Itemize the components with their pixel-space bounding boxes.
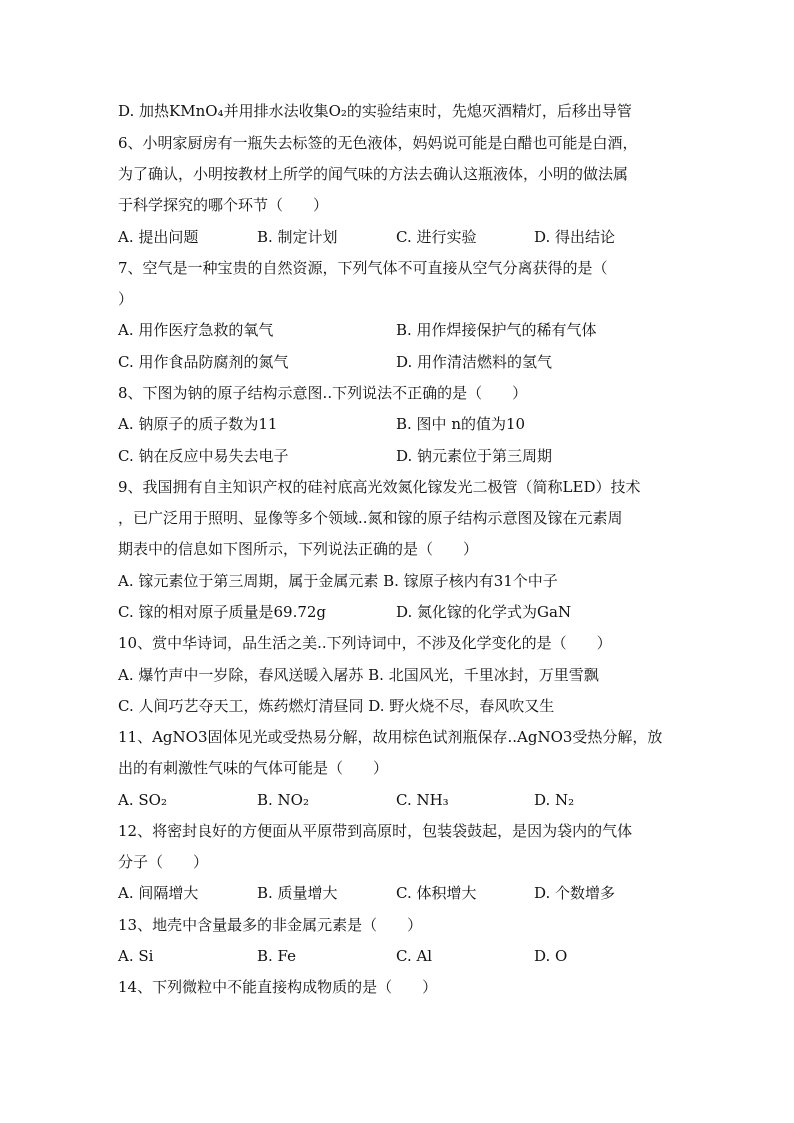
question-7-option-a: A. 用作医疗急救的氧气	[118, 321, 274, 339]
question-12-option-c: C. 体积增大	[396, 884, 477, 902]
question-6-stem-line-2: 为了确认，小明按教材上所学的闻气味的方法去确认这瓶液体，小明的做法属	[118, 165, 629, 183]
question-9-options-row-1: A. 镓元素位于第三周期，属于金属元素 B. 镓原子核内有31个中子	[118, 572, 558, 590]
question-11-option-a: A. SO₂	[118, 791, 167, 809]
question-6-stem-line-1: 6、小明家厨房有一瓶失去标签的无色液体，妈妈说可能是白醋也可能是白酒，	[118, 134, 638, 152]
question-12-option-b: B. 质量增大	[257, 884, 338, 902]
question-13-option-c: C. Al	[396, 947, 433, 965]
question-8-option-d: D. 钠元素位于第三周期	[396, 447, 553, 465]
question-6-option-c: C. 进行实验	[396, 228, 477, 246]
question-9-stem-line-2: ，已广泛用于照明、显像等多个领域..氮和镓的原子结构示意图及镓在元素周	[118, 509, 623, 527]
question-13-option-a: A. Si	[118, 947, 154, 965]
question-7-option-b: B. 用作焊接保护气的稀有气体	[396, 321, 597, 339]
question-9-stem-line-3: 期表中的信息如下图所示，下列说法正确的是（ ）	[118, 540, 479, 558]
question-9-option-d: D. 氮化镓的化学式为GaN	[396, 603, 572, 621]
question-6-option-b: B. 制定计划	[257, 228, 338, 246]
question-12-option-d: D. 个数增多	[534, 884, 616, 902]
question-10-stem: 10、赏中华诗词，品生活之美..下列诗词中，不涉及化学变化的是（ ）	[118, 634, 612, 652]
question-8-stem: 8、下图为钠的原子结构示意图..下列说法不正确的是（ ）	[118, 384, 528, 402]
question-6-option-a: A. 提出问题	[118, 228, 199, 246]
question-11-stem-line-1: 11、AgNO3固体见光或受热易分解，故用棕色试剂瓶保存..AgNO3受热分解，放	[118, 728, 663, 746]
question-10-options-row-2: C. 人间巧艺夺天工，炼药燃灯清昼同 D. 野火烧不尽，春风吹又生	[118, 697, 555, 715]
question-12-stem-line-1: 12、将密封良好的方便面从平原带到高原时，包装袋鼓起，是因为袋内的气体	[118, 822, 633, 840]
question-6-option-d: D. 得出结论	[534, 228, 616, 246]
question-12-option-a: A. 间隔增大	[118, 884, 199, 902]
question-10-options-row-1: A. 爆竹声中一岁除，春风送暖入屠苏 B. 北国风光，千里冰封，万里雪飘	[118, 666, 599, 684]
question-11-option-d: D. N₂	[534, 791, 575, 809]
question-5-option-d: D. 加热KMnO₄并用排水法收集O₂的实验结束时，先熄灭酒精灯，后移出导管	[118, 102, 632, 120]
question-9-option-c: C. 镓的相对原子质量是69.72g	[118, 603, 327, 621]
question-7-stem-line-2: ）	[118, 290, 134, 308]
question-7-option-d: D. 用作清洁燃料的氢气	[396, 353, 553, 371]
question-9-stem-line-1: 9、我国拥有自主知识产权的硅衬底高光效氮化镓发光二极管（简称LED）技术	[118, 478, 641, 496]
question-7-stem-line-1: 7、空气是一种宝贵的自然资源，下列气体不可直接从空气分离获得的是（	[118, 259, 608, 277]
question-6-stem-line-3: 于科学探究的哪个环节（ ）	[118, 196, 329, 214]
question-13-option-d: D. O	[534, 947, 568, 965]
question-8-option-b: B. 图中 n的值为10	[396, 415, 526, 433]
question-12-stem-line-2: 分子（ ）	[118, 853, 209, 871]
question-13-option-b: B. Fe	[257, 947, 297, 965]
question-8-option-a: A. 钠原子的质子数为11	[118, 415, 278, 433]
question-11-option-c: C. NH₃	[396, 791, 449, 809]
question-13-stem: 13、地壳中含量最多的非金属元素是（ ）	[118, 916, 423, 934]
question-11-stem-line-2: 出的有刺激性气味的气体可能是（ ）	[118, 759, 389, 777]
question-7-option-c: C. 用作食品防腐剂的氮气	[118, 353, 289, 371]
question-11-option-b: B. NO₂	[257, 791, 309, 809]
question-8-option-c: C. 钠在反应中易失去电子	[118, 447, 289, 465]
question-14-stem: 14、下列微粒中不能直接构成物质的是（ ）	[118, 978, 438, 996]
